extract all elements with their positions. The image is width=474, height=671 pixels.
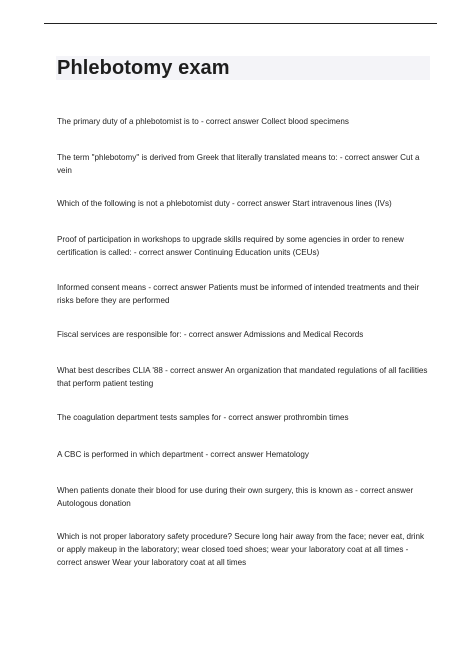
qa-item-11: Which is not proper laboratory safety procedure? Secure long hair away from the face; never eat, drink or apply makeup in the laboratory; wear closed toed shoes; wear your laboratory coat at all times - correct answer Wear your laboratory coat at all times [57, 532, 425, 567]
qa-item-10: When patients donate their blood for use during their own surgery, this is known as - correct answer Autologous donation [57, 486, 414, 508]
document-title: Phlebotomy exam [57, 57, 230, 79]
qa-item-7: What best describes CLIA '88 - correct answer An organization that mandated regulations of all facilities that perform patient testing [57, 366, 428, 388]
qa-item-1: The primary duty of a phlebotomist is to - correct answer Collect blood specimens [57, 117, 349, 126]
qa-item-6: Fiscal services are responsible for: - correct answer Admissions and Medical Records [57, 330, 364, 339]
qa-item-5: Informed consent means - correct answer Patients must be informed of intended treatments and their risks before they are performed [57, 283, 420, 305]
qa-item-2: The term "phlebotomy" is derived from Greek that literally translated means to: - correct answer Cut a vein [57, 153, 420, 175]
qa-item-9: A CBC is performed in which department - correct answer Hematology [57, 450, 309, 459]
qa-item-8: The coagulation department tests samples for - correct answer prothrombin times [57, 413, 349, 422]
qa-item-3: Which of the following is not a phlebotomist duty - correct answer Start intravenous lines (IVs) [57, 199, 392, 208]
qa-item-4: Proof of participation in workshops to upgrade skills required by some agencies in order to renew certification is called: - correct answer Continuing Education units (CEUs) [57, 235, 404, 257]
header-divider [44, 23, 437, 24]
